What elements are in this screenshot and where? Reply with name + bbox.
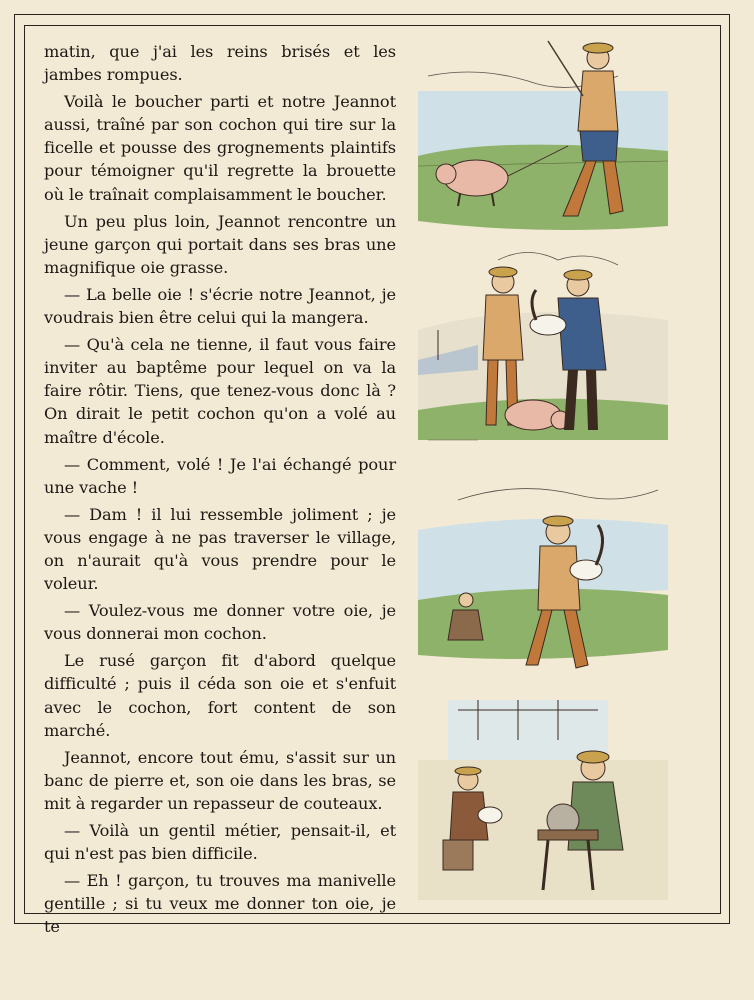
- paragraph: matin, que j'ai les reins brisés et les jambes rompues.: [44, 42, 396, 85]
- paragraph: — Voulez-vous me donner votre oie, je vous donnerai mon cochon.: [44, 601, 396, 644]
- paragraph: — Voilà un gentil métier, pensait-il, et qui n'est pas bien difficile.: [44, 821, 396, 864]
- paragraph: — Comment, volé ! Je l'ai échangé pour une vache !: [44, 454, 396, 497]
- paragraph: — La belle oie ! s'écrie notre Jeannot, je voudrais bien être celui qui la mangera.: [44, 284, 396, 328]
- illustration-jeannot-with-pig: [418, 36, 668, 236]
- illustration-jeannot-holding-goose: [418, 470, 668, 680]
- text-column: [44, 40, 396, 942]
- illustration-boy-with-goose: [418, 240, 668, 450]
- paragraph: Le rusé garçon fit d'abord quelque difficulté ; puis il céda son oie et s'enfuit avec le cochon, fort content de son marché.: [44, 651, 396, 740]
- paragraph: Jeannot, encore tout ému, s'assit sur un banc de pierre et, son oie dans les bras, se mit à regarder un repasseur de couteaux.: [44, 747, 396, 813]
- illustration-knife-grinder: [418, 700, 668, 900]
- paragraph: — Eh ! garçon, tu trouves ma manivelle gentille ; si tu veux me donner ton oie, je te: [44, 871, 396, 937]
- illustration-column: [418, 30, 668, 910]
- paragraph: Voilà le boucher parti et notre Jeannot aussi, traîné par son cochon qui tire sur la ficelle et pousse des grognements plaintifs pour témoigner qu'il regrette la brouette où le traînait complaisamment le boucher.: [44, 92, 396, 204]
- paragraph: — Dam ! il lui ressemble joliment ; je vous engage à ne pas traverser le village, on n'aurait qu'à vous prendre pour le voleur.: [44, 504, 396, 594]
- paragraph: — Qu'à cela ne tienne, il faut vous faire inviter au baptême pour lequel on va la faire rôtir. Tiens, que tenez-vous donc là ? On dirait le petit cochon qu'on a volé au maître d'école.: [44, 335, 396, 447]
- paragraph: Un peu plus loin, Jeannot rencontre un jeune garçon qui portait dans ses bras une magnifique oie grasse.: [44, 211, 396, 277]
